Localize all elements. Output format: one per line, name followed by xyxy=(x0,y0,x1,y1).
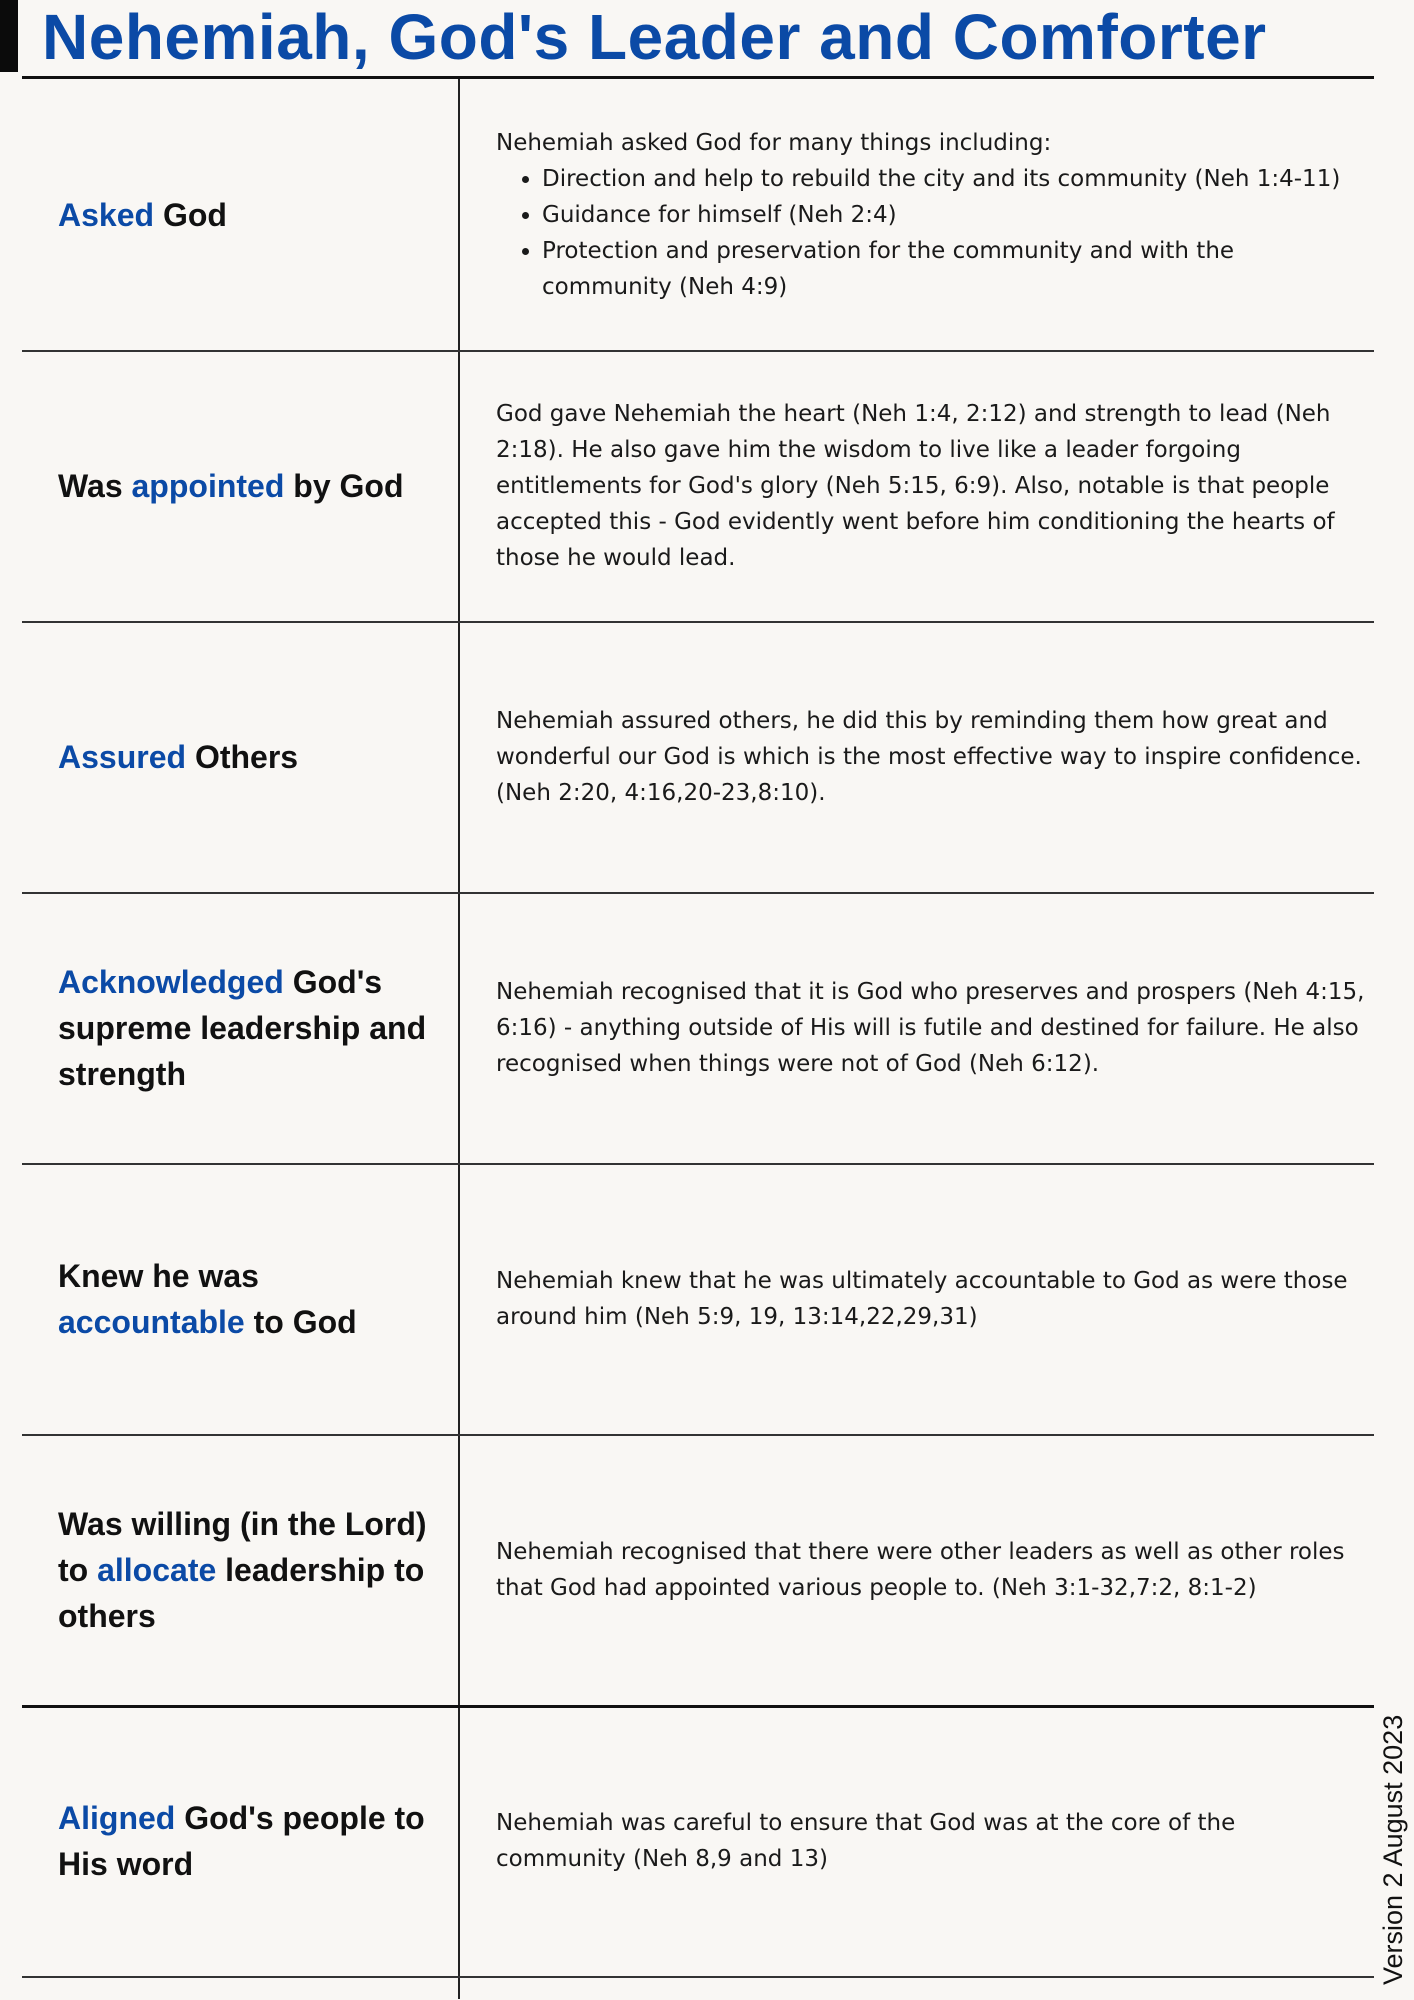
row-description: Nehemiah knew that he was ultimately accountable to God as were those around him (Neh 5:9, 19, 13:14,22,29,31) xyxy=(496,1267,1348,1330)
row-label xyxy=(58,1501,438,1639)
row-description-cell xyxy=(496,892,1368,1163)
label-text: Was willing (in the Lord) to xyxy=(58,1505,427,1588)
row-label-cell xyxy=(58,1705,438,1976)
row-label-cell xyxy=(58,350,438,621)
row-description-cell xyxy=(496,1163,1368,1434)
label-text: to God xyxy=(244,1303,357,1340)
label-highlight: Asked xyxy=(58,196,155,233)
table-row xyxy=(22,350,1374,623)
row-label-cell xyxy=(58,79,438,350)
table-row xyxy=(22,79,1374,352)
table-row xyxy=(22,1434,1374,1708)
description-intro: Nehemiah asked God for many things including: xyxy=(496,129,1052,156)
row-description: God gave Nehemiah the heart (Neh 1:4, 2:12) and strength to lead (Neh 2:18). He also gave him the wisdom to live like a leader forgoing entitlements for God's glory (Neh 5:15, 6:9). Also, notable is that people accepted this - God evidently went before him conditioning the hearts of those he would lead. xyxy=(496,400,1335,571)
label-highlight: appointed xyxy=(131,467,285,504)
label-text: Knew he was xyxy=(58,1257,259,1294)
row-label-cell xyxy=(58,892,438,1163)
label-text: leadership to others xyxy=(58,1551,425,1634)
row-description: Nehemiah assured others, he did this by reminding them how great and wonderful our God is which is the most effective way to inspire confidence. (Neh 2:20, 4:16,20-23,8:10). xyxy=(496,707,1362,806)
attributes-table xyxy=(22,76,1374,1999)
label-text: God xyxy=(154,196,227,233)
description-bullet-list xyxy=(496,161,1368,305)
row-description-cell xyxy=(496,1434,1368,1705)
row-description xyxy=(496,125,1368,305)
row-label-cell xyxy=(58,1163,438,1434)
row-label xyxy=(58,734,298,780)
row-label xyxy=(58,1253,438,1345)
label-text: God's supreme leadership and strength xyxy=(58,963,427,1092)
row-label xyxy=(58,463,403,509)
label-highlight: Assured xyxy=(58,738,187,775)
row-description-cell xyxy=(496,621,1368,892)
label-text: Was xyxy=(58,467,132,504)
row-description: Nehemiah recognised that there were other leaders as well as other roles that God had appointed various people to. (Neh 3:1-32,7:2, 8:1-2) xyxy=(496,1538,1345,1601)
row-description-cell xyxy=(496,1705,1368,1976)
description-bullet: • Protection and preservation for the community and with the community (Neh 4:9) xyxy=(542,233,1368,305)
description-bullet: • Direction and help to rebuild the city and its community (Neh 1:4-11) xyxy=(542,161,1368,197)
version-note: Version 2 August 2023 xyxy=(1378,1714,1408,1985)
page-title: Nehemiah, God's Leader and Comforter xyxy=(42,1,1267,73)
table-row xyxy=(22,1163,1374,1436)
label-highlight: accountable xyxy=(58,1303,245,1340)
description-bullet: • Guidance for himself (Neh 2:4) xyxy=(542,197,1368,233)
row-description: Nehemiah recognised that it is God who preserves and prospers (Neh 4:15, 6:16) - anything outside of His will is futile and destined for failure. He also recognised when things were not of God (Neh 6:12). xyxy=(496,978,1365,1077)
label-text: by God xyxy=(284,467,404,504)
table-row xyxy=(22,621,1374,894)
row-label xyxy=(58,959,438,1097)
label-highlight: Acknowledged xyxy=(58,963,284,1000)
row-label-cell xyxy=(58,621,438,892)
label-text: God's people to His word xyxy=(58,1799,425,1882)
row-label xyxy=(58,192,227,238)
row-description: Nehemiah was careful to ensure that God was at the core of the community (Neh 8,9 and 13) xyxy=(496,1809,1236,1872)
row-label-cell xyxy=(58,1434,438,1705)
label-highlight: allocate xyxy=(97,1551,217,1588)
label-highlight: Aligned xyxy=(58,1799,176,1836)
table-row xyxy=(22,1705,1374,1978)
table-row xyxy=(22,892,1374,1165)
corner-mark xyxy=(0,0,18,72)
row-description-cell xyxy=(496,79,1368,350)
row-description-cell xyxy=(496,350,1368,621)
label-text: Others xyxy=(186,738,299,775)
row-label xyxy=(58,1795,438,1887)
